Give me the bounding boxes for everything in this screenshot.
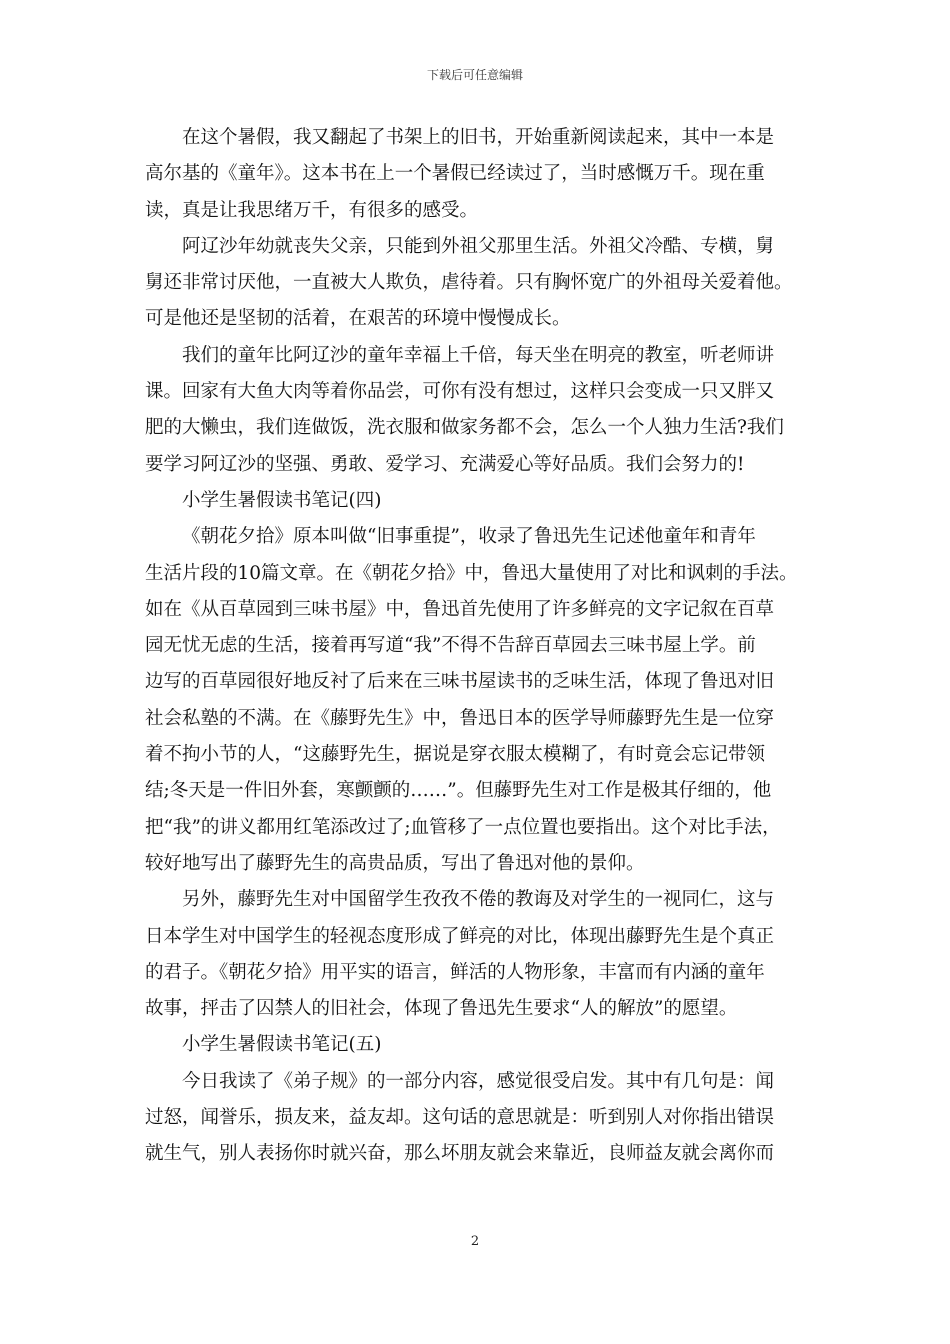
text-line: 的君子。《朝花夕拾》用平实的语言，鲜活的人物形象，丰富而有内涵的童年 xyxy=(145,961,765,983)
document-body xyxy=(145,120,817,1173)
text-line: 结;冬天是一件旧外套，寒颤颤的……”。但藤野先生对工作是极其仔细的，他 xyxy=(145,780,772,802)
text-line: 读，真是让我思绪万千，有很多的感受。 xyxy=(145,199,479,221)
text-line: 过怒，闻誉乐，损友来，益友却。这句话的意思就是：听到别人对你指出错误 xyxy=(145,1107,775,1129)
header-text: 下载后可任意编辑 xyxy=(426,68,523,82)
text-line: 故事，抨击了囚禁人的旧社会，体现了鲁迅先生要求“人的解放”的愿望。 xyxy=(145,998,738,1020)
text-line: 着不拘小节的人，“这藤野先生，据说是穿衣服太模糊了，有时竟会忘记带领 xyxy=(145,744,765,766)
text-line: 园无忧无虑的生活，接着再写道“我”不得不告辞百草园去三味书屋上学。前 xyxy=(145,635,756,657)
text-line: 《朝花夕拾》原本叫做“旧事重提”，收录了鲁迅先生记述他童年和青年 xyxy=(182,526,756,548)
page-footer xyxy=(0,1234,950,1249)
section-heading: 小学生暑假读书笔记(五) xyxy=(182,1034,382,1056)
page-header xyxy=(0,66,950,83)
text-line: 要学习阿辽沙的坚强、勇敢、爱学习、充满爱心等好品质。我们会努力的! xyxy=(145,453,745,475)
text-line: 我们的童年比阿辽沙的童年幸福上千倍，每天坐在明亮的教室，听老师讲 xyxy=(182,344,775,366)
text-line: 就生气，别人表扬你时就兴奋，那么坏朋友就会来靠近，良师益友就会离你而 xyxy=(145,1143,775,1165)
section-heading: 小学生暑假读书笔记(四) xyxy=(182,489,382,511)
text-line: 课。回家有大鱼大肉等着你品尝，可你有没有想过，这样只会变成一只又胖又 xyxy=(145,381,775,403)
text-line: 另外，藤野先生对中国留学生孜孜不倦的教诲及对学生的一视同仁，这与 xyxy=(182,889,775,911)
text-line: 肥的大懒虫，我们连做饭，洗衣服和做家务都不会，怎么一个人独力生活?我们 xyxy=(145,417,784,439)
text-line: 舅还非常讨厌他，一直被大人欺负，虐待着。只有胸怀宽广的外祖母关爱着他。 xyxy=(145,272,793,294)
text-line: 边写的百草园很好地反衬了后来在三味书屋读书的乏味生活，体现了鲁迅对旧 xyxy=(145,671,775,693)
text-line: 如在《从百草园到三味书屋》中，鲁迅首先使用了许多鲜亮的文字记叙在百草 xyxy=(145,598,775,620)
text-line: 较好地写出了藤野先生的高贵品质，写出了鲁迅对他的景仰。 xyxy=(145,852,645,874)
text-line: 生活片段的10篇文章。在《朝花夕拾》中，鲁迅大量使用了对比和讽刺的手法。 xyxy=(145,562,798,584)
page-number: 2 xyxy=(470,1234,480,1249)
text-line: 日本学生对中国学生的轻视态度形成了鲜亮的对比，体现出藤野先生是个真正 xyxy=(145,925,775,947)
text-line: 社会私塾的不满。在《藤野先生》中，鲁迅日本的医学导师藤野先生是一位穿 xyxy=(145,707,775,729)
text-line: 阿辽沙年幼就丧失父亲，只能到外祖父那里生活。外祖父冷酷、专横，舅 xyxy=(182,235,775,257)
text-line: 在这个暑假，我又翻起了书架上的旧书，开始重新阅读起来，其中一本是 xyxy=(182,127,775,148)
text-line: 高尔基的《童年》。这本书在上一个暑假已经读过了，当时感慨万千。现在重 xyxy=(145,163,765,185)
text-line: 把“我”的讲义都用红笔添改过了;血管移了一点位置也要指出。这个对比手法， xyxy=(145,816,781,838)
text-line: 今日我读了《弟子规》的一部分内容，感觉很受启发。其中有几句是：闻 xyxy=(182,1070,775,1092)
text-line: 可是他还是坚韧的活着，在艰苦的环境中慢慢成长。 xyxy=(145,308,571,330)
